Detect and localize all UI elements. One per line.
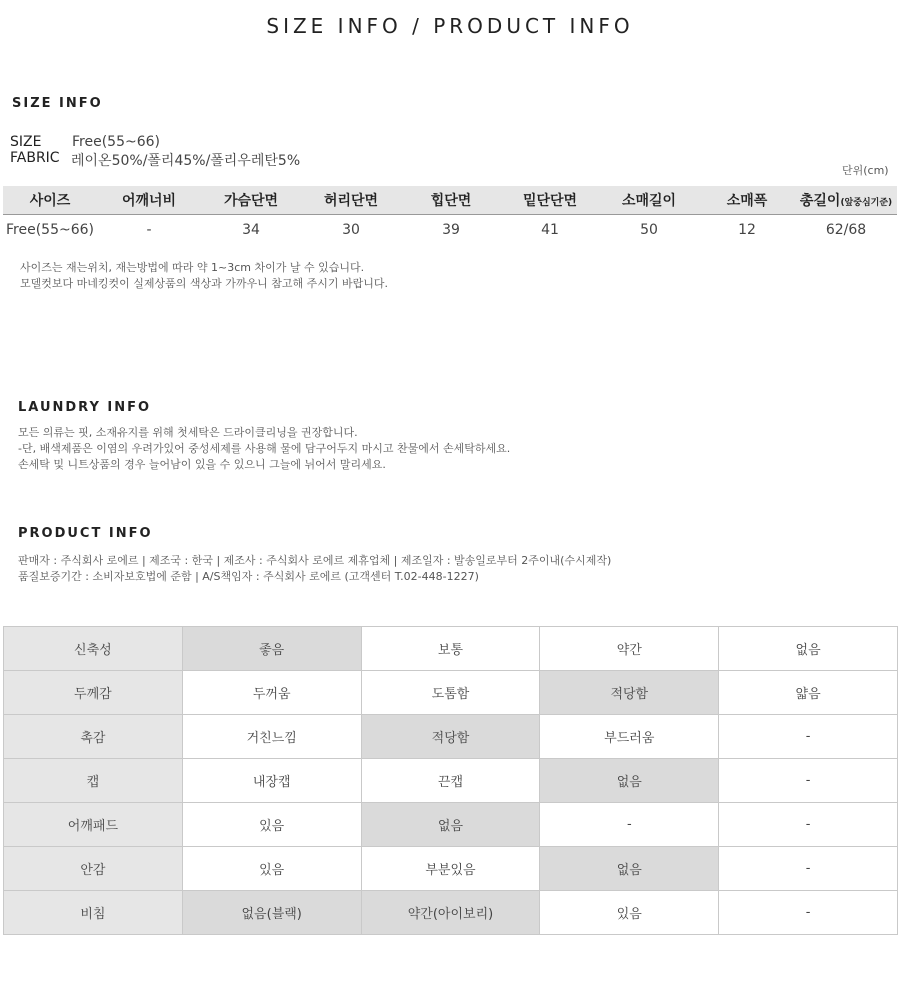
size-notes	[20, 260, 388, 292]
fabric-option: -	[719, 715, 898, 759]
size-header-cell: 소매길이	[599, 186, 699, 215]
table-row	[4, 847, 898, 891]
fabric-row-label: 촉감	[4, 715, 183, 759]
laundry-line: 손세탁 및 니트상품의 경우 늘어남이 있을 수 있으니 그늘에 뉘어서 말리세요.	[18, 458, 386, 471]
size-cell: -	[146, 222, 152, 238]
fabric-option-selected: 약간(아이보리)	[361, 891, 540, 935]
table-row	[4, 627, 898, 671]
fabric-option: 부드러움	[540, 715, 719, 759]
fabric-option-selected: 좋음	[182, 627, 361, 671]
size-note-line: 사이즈는 재는위치, 재는방법에 따라 약 1~3cm 차이가 날 수 있습니다.	[20, 261, 365, 274]
size-header-cell-total-length	[795, 186, 897, 215]
fabric-option: -	[540, 803, 719, 847]
fabric-option: 거친느낌	[182, 715, 361, 759]
laundry-line: -단, 배색제품은 이염의 우려가있어 중성세제를 사용해 물에 담구어두지 마시고 찬물에서 손세탁하세요.	[18, 442, 511, 455]
fabric-row-label: 두께감	[4, 671, 183, 715]
size-value: Free(55~66)	[72, 134, 160, 150]
fabric-option: 없음	[719, 627, 898, 671]
fabric-option-selected: 없음	[540, 759, 719, 803]
fabric-row-label: 안감	[4, 847, 183, 891]
fabric-label: FABRIC	[10, 150, 60, 166]
fabric-option: 보통	[361, 627, 540, 671]
fabric-option: -	[719, 803, 898, 847]
size-header-sublabel: (앞중심기준)	[840, 198, 893, 208]
table-row	[3, 215, 897, 246]
size-table	[3, 186, 897, 245]
size-cell: 50	[640, 222, 658, 238]
size-header-label: 총길이	[799, 193, 841, 209]
size-cell: 62/68	[825, 222, 867, 238]
fabric-option: -	[719, 759, 898, 803]
size-header-cell: 소매폭	[699, 186, 795, 215]
size-info-heading: SIZE INFO	[12, 96, 103, 111]
fabric-property-table	[3, 626, 898, 935]
fabric-option: 끈캡	[361, 759, 540, 803]
size-header-cell: 가슴단면	[201, 186, 301, 215]
fabric-option: 도톰함	[361, 671, 540, 715]
size-cell: 39	[442, 222, 460, 238]
table-row	[4, 891, 898, 935]
fabric-option: 있음	[540, 891, 719, 935]
table-row	[4, 803, 898, 847]
size-table-header-row	[3, 186, 897, 215]
laundry-info-heading: LAUNDRY INFO	[18, 400, 152, 415]
fabric-value: 레이온50%/폴리45%/폴리우레탄5%	[71, 153, 301, 169]
page-title: SIZE INFO / PRODUCT INFO	[266, 14, 634, 38]
fabric-row-label: 신축성	[4, 627, 183, 671]
fabric-option: 얇음	[719, 671, 898, 715]
fabric-option: 있음	[182, 803, 361, 847]
laundry-line: 모든 의류는 핏, 소재유지를 위해 첫세탁은 드라이클리닝을 권장합니다.	[18, 426, 358, 439]
fabric-option-selected: 없음	[540, 847, 719, 891]
fabric-option: -	[719, 891, 898, 935]
size-cell: 30	[342, 222, 360, 238]
table-row	[4, 715, 898, 759]
size-header-cell: 어깨너비	[97, 186, 201, 215]
size-label: SIZE	[10, 134, 42, 150]
size-cell: Free(55~66)	[6, 222, 94, 238]
size-cell: 12	[738, 222, 756, 238]
fabric-option-selected: 적당함	[540, 671, 719, 715]
product-info-line: 판매자 : 주식회사 로에르 | 제조국 : 한국 | 제조사 : 주식회사 로에르 제휴업체 | 제조일자 : 발송일로부터 2주이내(수시제작)	[18, 554, 612, 567]
fabric-option: -	[719, 847, 898, 891]
size-cell: 41	[541, 222, 559, 238]
fabric-option: 부분있음	[361, 847, 540, 891]
unit-label: 단위(cm)	[842, 164, 889, 177]
fabric-option-selected: 없음(블랙)	[182, 891, 361, 935]
table-row	[4, 671, 898, 715]
size-header-cell: 사이즈	[3, 186, 97, 215]
fabric-row-label: 어깨패드	[4, 803, 183, 847]
product-info-heading: PRODUCT INFO	[18, 526, 153, 541]
fabric-option: 두꺼움	[182, 671, 361, 715]
fabric-option: 약간	[540, 627, 719, 671]
fabric-row-label: 캡	[4, 759, 183, 803]
fabric-option: 있음	[182, 847, 361, 891]
size-header-cell: 허리단면	[301, 186, 401, 215]
fabric-option: 내장캡	[182, 759, 361, 803]
laundry-info-text	[18, 425, 510, 473]
size-note-line: 모델컷보다 마네킹컷이 실제상품의 색상과 가까우니 참고해 주시기 바랍니다.	[20, 277, 389, 290]
fabric-option-selected: 적당함	[361, 715, 540, 759]
product-info-line: 품질보증기간 : 소비자보호법에 준함 | A/S책임자 : 주식회사 로에르 (고객센터 T.02-448-1227)	[18, 570, 479, 583]
size-cell: 34	[242, 222, 260, 238]
fabric-row-label: 비침	[4, 891, 183, 935]
size-header-cell: 밑단단면	[501, 186, 599, 215]
table-row	[4, 759, 898, 803]
size-header-cell: 힙단면	[401, 186, 501, 215]
product-info-text	[18, 553, 611, 585]
fabric-option-selected: 없음	[361, 803, 540, 847]
